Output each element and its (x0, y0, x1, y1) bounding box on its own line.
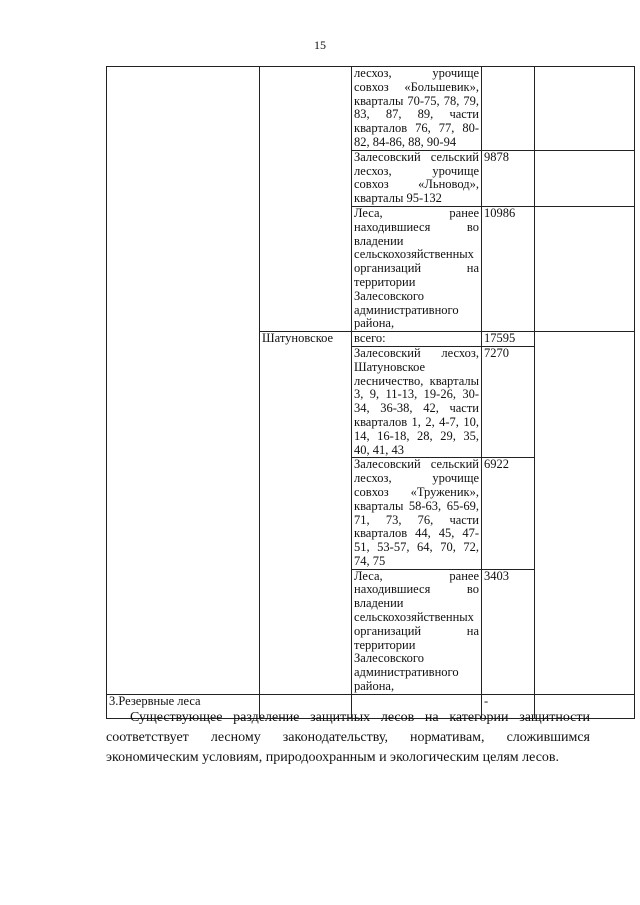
area-value: - (482, 694, 535, 718)
area-value: 9878 (482, 150, 535, 206)
area-value (482, 67, 535, 151)
forest-description: Залесовский сельский лесхоз, урочище совхоз «Льновод», кварталы 95-132 (352, 150, 482, 206)
area-value: 3403 (482, 569, 535, 694)
area-value: 10986 (482, 206, 535, 331)
extra-cell (535, 150, 635, 206)
table-row (107, 332, 635, 347)
extra-cell (535, 67, 635, 151)
district-cell (260, 67, 352, 332)
forest-protection-table (106, 66, 635, 719)
forest-description: Залесовский сельский лесхоз, урочище совхоз «Труженик», кварталы 58-63, 65-69, 71, 73, 76, части кварталов 44, 45, 47-51, 53-57, 64, 70, 72, 74, 75 (352, 458, 482, 569)
table-row (107, 67, 635, 151)
category-cell (107, 67, 260, 332)
category-cell (107, 332, 260, 695)
forest-description: Залесовский лесхоз, Шатуновское лесничество, кварталы 3, 9, 11-13, 19-26, 30-34, 36-38, 42, части кварталов 1, 2, 4-7, 10, 14, 16-18, 28, 29, 35, 40, 41, 43 (352, 346, 482, 457)
forest-description: Леса, ранее находившиеся во владении сельскохозяйственных организаций на территории Залесовского административного района, (352, 569, 482, 694)
reserve-label: 3.Резервные леса (107, 694, 260, 718)
extra-cell (535, 206, 635, 331)
district-name: Шатуновское (260, 332, 352, 695)
area-value: 7270 (482, 346, 535, 457)
area-value: 6922 (482, 458, 535, 569)
forest-description: всего: (352, 332, 482, 347)
forest-description: Леса, ранее находившиеся во владении сельскохозяйственных организаций на территории Залесовского административного района, (352, 206, 482, 331)
extra-cell (535, 332, 635, 695)
closing-paragraph: Существующее разделение защитных лесов на категории защитности соответствует лесному законодательству, нормативам, сложившимся экономическим условиям, природоохранным и экологическим целям лесов. (106, 710, 590, 765)
area-value: 17595 (482, 332, 535, 347)
page-number: 15 (314, 38, 326, 52)
forest-description: лесхоз, урочище совхоз «Большевик», кварталы 70-75, 78, 79, 83, 87, 89, части кварталов 76, 77, 80-82, 84-86, 88, 90-94 (352, 67, 482, 151)
